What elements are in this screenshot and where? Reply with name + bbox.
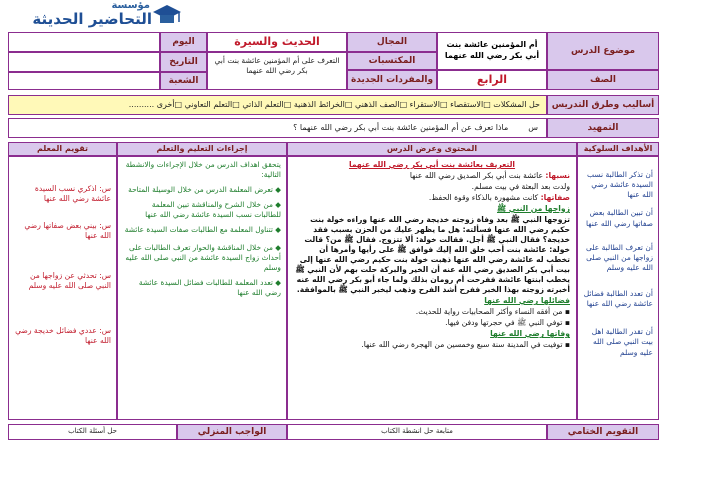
evaluation-item: س: اذكري نسب السيدة عائشة رضي الله عنها	[34, 184, 111, 204]
day-value	[8, 32, 160, 52]
day-label: اليوم	[160, 32, 207, 52]
intro-text: ماذا تعرف عن أم المؤمنين عائشة بنت أبي بكر رضي الله عنهما ؟	[293, 123, 509, 132]
domain-label: المجال	[347, 32, 437, 52]
objectives-list	[577, 156, 659, 420]
vocab-value: الرابع	[437, 70, 547, 90]
col-objectives: الأهداف السلوكية	[577, 142, 659, 156]
date-label: التاريخ	[160, 52, 207, 72]
date-value	[8, 52, 160, 72]
objective-item: أن تعدد الطالبة فضائل عائشة رضي الله عنها	[583, 289, 653, 309]
final-eval-value: متابعة حل انشطة الكتاب	[287, 424, 547, 440]
evaluation-item: س: تحدثي عن زواجها من النبي صلى الله عليه وسلم	[28, 271, 111, 291]
col-evaluation: تقويم المعلم	[8, 142, 117, 156]
procedure-item: ◆ من خلال المناقشة والحوار تعرف الطالبات على أحداث زواج السيدة عائشة من النبي صلى الله عليه وسلم	[125, 242, 281, 272]
content-title: التعريف بعائشة بنت أبي بكر رضي الله عنهما	[348, 160, 516, 169]
col-content: المحتوى وعرض الدرس	[287, 142, 577, 156]
procedure-item: يتحقق اهداف الدرس من خلال الإجراءات والانشطة التالية:	[125, 160, 281, 179]
procedure-item: ◆ تتناول المعلمة مع الطالبات صفات السيدة عائشة	[124, 224, 281, 234]
lesson-subject-label: موضوع الدرس	[547, 32, 659, 70]
objective-item: أن تعرف الطالبة على زواجها من النبي صلى الله عليه وسلم	[586, 242, 653, 272]
procedure-item: ◆ تعرض المعلمة الدرس من خلال الوسيلة المتاحة	[128, 184, 281, 194]
graduation-cap-icon	[152, 2, 182, 30]
brand-line1: مؤسسة	[111, 0, 150, 11]
content-para: تزوجها النبي ﷺ بعد وفاة زوجته خديجة رضي الله عنها وراءه خولة بنت حكيم رضي الله عنها فسألته: هل ما يظهر عليك من الحزن بسبب فقد خديجة؟ فقال النبي ﷺ أجل. فقالت خولة: ألا تتزوج. فقال ﷺ من؟ قالت خولة: عائشة بنت أحب خلق الله إليك فوافق ﷺ على رأيها وأمرها أن تخطب له عائشة رضي الله عنها ذهبت خولة بنت حكيم رضي الله عنها إلى بيت أبي بكر الصديق رضي الله عنه أن الخير والبركة حلت بهم لأن النبي ﷺ يخطب ابنتها عائشة ففرحت أم رومان بذلك ولما جاء أبو بكر رضي الله عنه أخبرته زوجته بهذا الخبر ففرح أشد الفرح وذهب ليخبر النبي ﷺ بالموافقة.	[295, 215, 570, 295]
homework-label: الواجب المنزلي	[177, 424, 287, 440]
brand-line2: التحاضير الحديثة	[32, 10, 152, 28]
vocab-label: والمفردات الجديدة	[347, 70, 437, 90]
content-body	[287, 156, 577, 420]
objective-item: أن تذكر الطالبة نسب السيدة عائشة رضي الله عنها	[587, 170, 653, 200]
evaluation-item: س: عددي فضائل خديجة رضي الله عنها	[15, 325, 111, 345]
content-subheading: فضائلها رضي الله عنها	[484, 296, 570, 306]
procedure-item: ◆ تعدد المعلمة للطالبات فضائل السيدة عائشة رضي الله عنها	[138, 277, 281, 297]
final-eval-label: التقويم الختامي	[547, 424, 659, 440]
homework-value: حل أسئلة الكتاب	[8, 424, 177, 440]
procedures-list	[117, 156, 287, 420]
content-para: ولدت بعد البعثة في بيت مسلم.	[471, 182, 570, 192]
lesson-title: أم المؤمنين عائشة بنت أبي بكر رضي الله عنهما	[437, 32, 547, 70]
class-label: الصف	[547, 70, 659, 90]
content-para: صفاتها: كانت مشهورة بالذكاء وقوة الحفظ.	[428, 193, 570, 203]
section-label: الشعبة	[160, 72, 207, 90]
strategies-text: حل المشكلات □الاستقصاء □الاستقراء □الصف الذهني □الخرائط الذهنية □التعلم الذاتي □التعلم التعاوني □أخرى ..........	[8, 95, 547, 115]
intro-label: التمهيد	[547, 118, 659, 138]
content-subheading: زواجها من النبي ﷺ	[496, 204, 570, 214]
intro-q-prefix: س	[528, 123, 538, 132]
strategies-label: أساليب وطرق التدريس	[547, 95, 659, 115]
col-procedures: إجراءات التعليم والتعلم	[117, 142, 287, 156]
content-bullet: ▪ توفيت في المدينة سنة سبع وخمسين من الهجرة رضي الله عنها.	[361, 340, 570, 350]
procedure-item: ◆ من خلال الشرح والمناقشة تبين المعلمة للطالبات نسب السيدة عائشة رضي الله عنها	[145, 199, 281, 219]
content-subheading: وفاتها رضي الله عنها	[490, 329, 570, 339]
intro-question	[8, 118, 547, 138]
goals-value: التعرف على أم المؤمنين عائشة بنت أبي بكر رضي الله عنهما	[207, 52, 347, 90]
content-para: نسبها: عائشة بنت أبي بكر الصديق رضي الله عنها	[409, 171, 570, 181]
content-bullet: ▪ توفي النبي ﷺ في حجرتها ودفن فيها.	[445, 318, 570, 328]
evaluation-item: س: بيني بعض صفاتها رضي الله عنها	[24, 220, 111, 240]
goals-label: المكتسبات	[347, 52, 437, 70]
section-value	[8, 72, 160, 90]
evaluation-list	[8, 156, 117, 420]
objective-item: أن تبين الطالبة بعض صفاتها رضي الله عنها	[585, 208, 653, 228]
brand-logo	[2, 0, 182, 32]
content-bullet: ▪ من أفقه النساء وأكثر الصحابيات رواية للحديث.	[415, 307, 570, 317]
objective-item: أن تقدر الطالبة اهل بيت النبي صلى الله عليه وسلم	[591, 327, 653, 357]
unit-value: الحديث والسيرة	[207, 32, 347, 52]
